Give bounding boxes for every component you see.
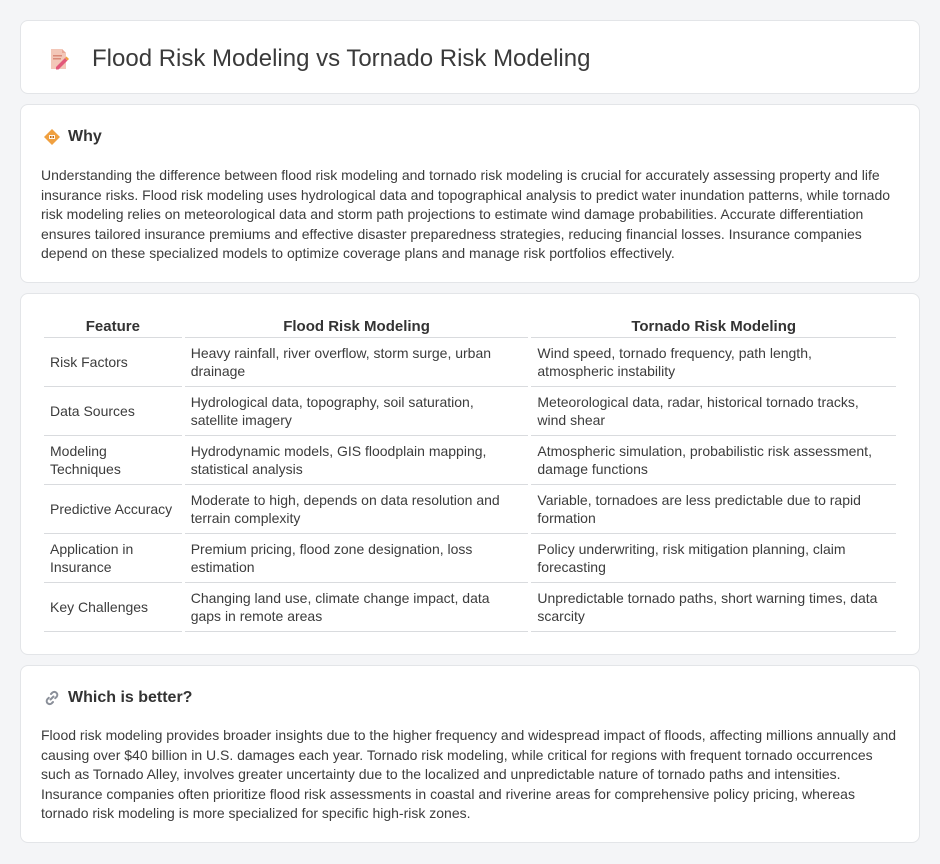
why-paragraph: Understanding the difference between flood risk modeling and tornado risk modeling is crucial for accurately assessing property and life insurance risks. Flood risk modeling uses hydrological data and topographical analysis to predict water inundation patterns, while tornado risk modeling relies on meteorological data and storm path projections to estimate wind damage probabilities. Accurate differentiation ensures tailored insurance premiums and effective disaster preparedness strategies, reducing financial losses. Insurance companies depend on these specialized models to optimize coverage plans and manage risk portfolios effectively.	[41, 167, 891, 261]
document-pencil-icon	[47, 47, 71, 71]
page-title: Flood Risk Modeling vs Tornado Risk Modeling	[92, 45, 591, 72]
feature-cell: Key Challenges	[44, 583, 182, 632]
diamond-warning-icon	[43, 128, 61, 146]
why-section	[20, 104, 920, 283]
table-row	[44, 338, 896, 387]
table-row	[44, 534, 896, 583]
better-paragraph: Flood risk modeling provides broader insights due to the higher frequency and widespread impact of floods, affecting millions annually and causing over $40 billion in U.S. damages each year. Tornado risk modeling, while critical for regions with frequent tornado occurrences such as Tornado Alley, involves greater uncertainty due to the localized and unpredictable nature of tornado paths and intensities. Insurance companies often prioritize flood risk assessments in coastal and riverine areas for comprehensive policy pricing, whereas tornado risk modeling is more specialized for specific high-risk zones.	[41, 727, 897, 821]
tornado-cell: Policy underwriting, risk mitigation planning, claim forecasting	[531, 534, 896, 583]
feature-cell: Data Sources	[44, 387, 182, 436]
feature-cell: Application in Insurance	[44, 534, 182, 583]
tornado-cell: Wind speed, tornado frequency, path length, atmospheric instability	[531, 338, 896, 387]
header-flood: Flood Risk Modeling	[185, 316, 529, 338]
tornado-cell: Variable, tornadoes are less predictable due to rapid formation	[531, 485, 896, 534]
flood-cell: Changing land use, climate change impact, data gaps in remote areas	[185, 583, 529, 632]
tornado-cell: Unpredictable tornado paths, short warning times, data scarcity	[531, 583, 896, 632]
header-feature: Feature	[44, 316, 182, 338]
tornado-cell: Meteorological data, radar, historical tornado tracks, wind shear	[531, 387, 896, 436]
table-header-row	[44, 316, 896, 338]
flood-cell: Hydrological data, topography, soil saturation, satellite imagery	[185, 387, 529, 436]
better-section	[20, 665, 920, 843]
link-icon	[43, 689, 61, 707]
better-title: Which is better?	[68, 689, 193, 706]
table-row	[44, 387, 896, 436]
comparison-table	[41, 316, 899, 632]
table-row	[44, 485, 896, 534]
table-row	[44, 583, 896, 632]
table-row	[44, 436, 896, 485]
flood-cell: Premium pricing, flood zone designation, loss estimation	[185, 534, 529, 583]
feature-cell: Predictive Accuracy	[44, 485, 182, 534]
tornado-cell: Atmospheric simulation, probabilistic risk assessment, damage functions	[531, 436, 896, 485]
flood-cell: Hydrodynamic models, GIS floodplain mapping, statistical analysis	[185, 436, 529, 485]
feature-cell: Modeling Techniques	[44, 436, 182, 485]
title-card	[20, 20, 920, 94]
why-title: Why	[68, 128, 102, 145]
comparison-section	[20, 293, 920, 655]
flood-cell: Moderate to high, depends on data resolution and terrain complexity	[185, 485, 529, 534]
feature-cell: Risk Factors	[44, 338, 182, 387]
header-tornado: Tornado Risk Modeling	[531, 316, 896, 338]
flood-cell: Heavy rainfall, river overflow, storm surge, urban drainage	[185, 338, 529, 387]
